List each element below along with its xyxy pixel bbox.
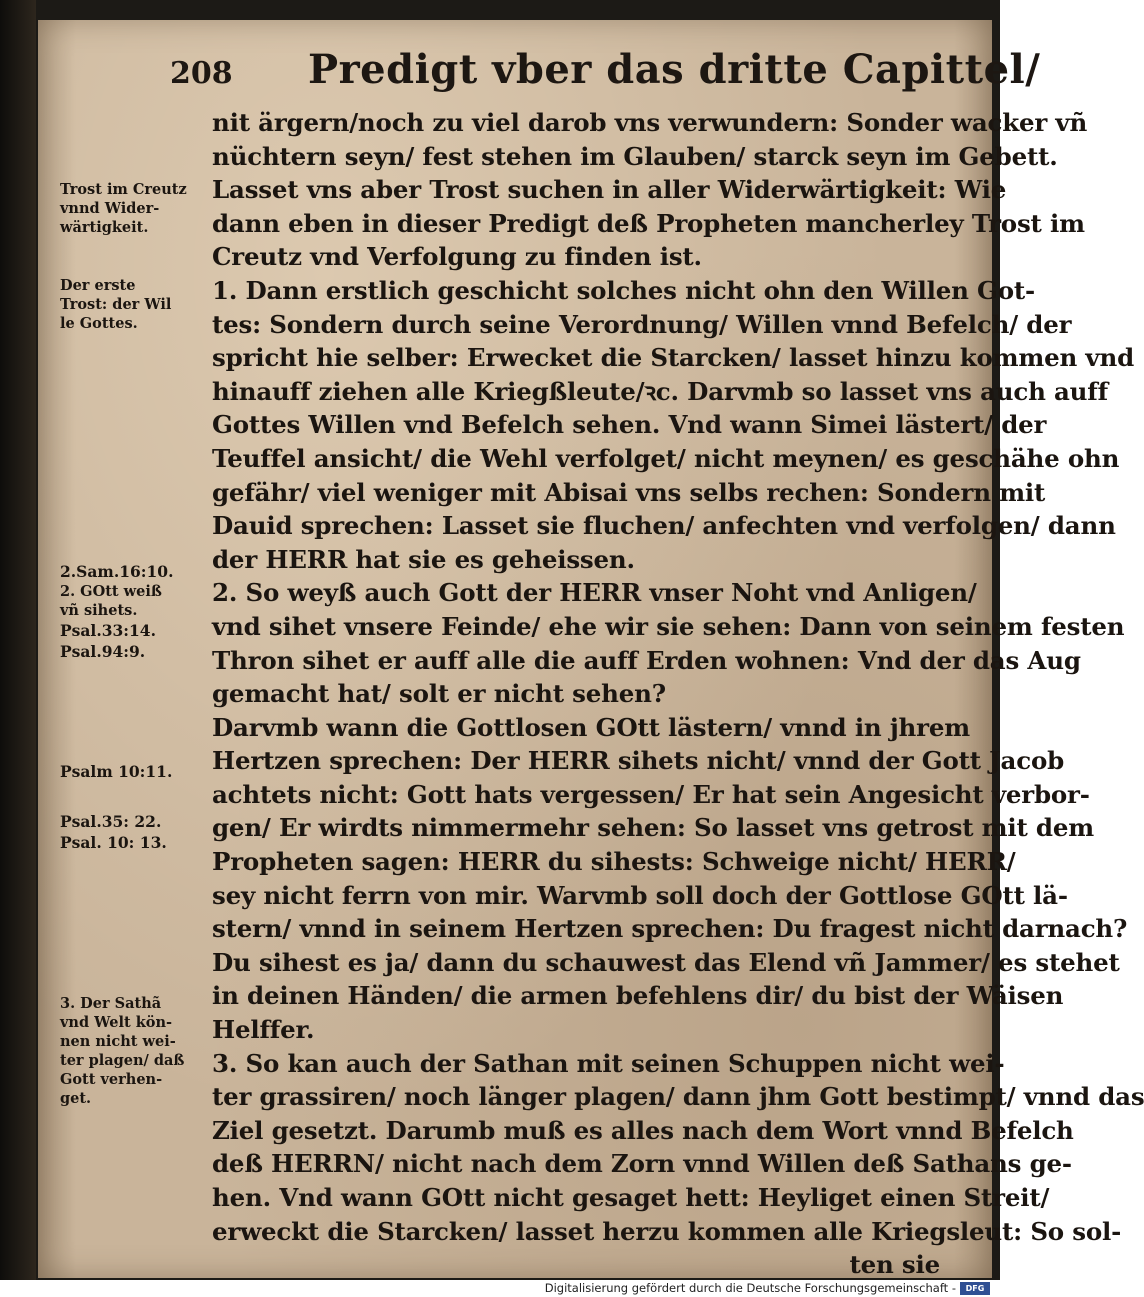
text-line: Helffer.	[212, 1015, 315, 1045]
text-line: ter grassiren/ noch länger plagen/ dann jhm Gott bestimpt/ vnnd das	[212, 1082, 1144, 1112]
text-line: hinauff ziehen alle Kriegßleute/ꝛc. Darvmb so lasset vns auch auff	[212, 376, 1108, 406]
text-line: spricht hie selber: Erwecket die Starcken/ lasset hinzu kommen vnd	[212, 343, 1135, 373]
text-line: nüchtern seyn/ fest stehen im Glauben/ starck seyn im Gebett.	[212, 141, 1058, 171]
book-binding-shadow	[0, 0, 36, 1280]
footer-bar	[0, 1280, 1000, 1297]
margin-note-psalm-10	[60, 761, 210, 782]
page-number: 208	[170, 56, 233, 91]
text-line: Thron sihet er auff alle die auff Erden wohnen: Vnd der das Aug	[212, 645, 1081, 675]
margin-line: wärtigkeit.	[60, 219, 149, 236]
margin-line: Psal.94:9.	[60, 642, 146, 661]
margin-line: Psal.35: 22.	[60, 812, 162, 831]
text-line: Du sihest es ja/ dann du schauwest das Elend vñ Jammer/ es stehet	[212, 947, 1120, 977]
margin-line: get.	[60, 1090, 92, 1107]
text-line: dann eben in dieser Predigt deß Propheten mancherley Trost im	[212, 208, 1085, 238]
text-line: Gottes Willen vnd Befelch sehen. Vnd wann Simei lästert/ der	[212, 410, 1047, 440]
margin-line: Trost im Creutz	[60, 181, 187, 198]
running-title: Predigt vber das dritte Capittel/	[308, 46, 1041, 93]
text-line: Darvmb wann die Gottlosen GOtt lästern/ vnnd in jhrem	[212, 712, 970, 742]
text-line: hen. Vnd wann GOtt nicht gesaget hett: Heyliget einen Streit/	[212, 1183, 1050, 1212]
text-line: gefähr/ viel weniger mit Abisai vns selbs rechen: Sondern mit	[212, 477, 1046, 507]
margin-note-erste-trost	[60, 276, 210, 333]
text-line: ten sie	[849, 1250, 940, 1280]
text-line: stern/ vnnd in seinem Hertzen sprechen: Du fragest nicht darnach?	[212, 914, 1128, 944]
text-line: nit ärgern/noch zu viel darob vns verwundern: Sonder wacker vñ	[212, 108, 1088, 137]
margin-line: Gott verhen-	[60, 1071, 163, 1088]
text-line: Hertzen sprechen: Der HERR sihets nicht/ vnnd der Gott Jacob	[212, 746, 1065, 776]
main-text-block	[212, 106, 1144, 1282]
text-line: sey nicht ferrn von mir. Warvmb soll doch der Gottlose GOtt lä-	[212, 880, 1068, 910]
text-line: Ziel gesetzt. Darumb muß es alles nach dem Wort vnnd Befelch	[212, 1115, 1074, 1145]
text-line: vnd sihet vnsere Feinde/ ehe wir sie sehen: Dann von seinem festen	[212, 611, 1125, 641]
margin-line: Psalm 10:11.	[60, 762, 173, 781]
text-line: achtets nicht: Gott hats vergessen/ Er hat sein Angesicht verbor-	[212, 779, 1090, 809]
text-line: erweckt die Starcken/ lasset herzu kommen alle Kriegsleut: So sol-	[212, 1216, 1122, 1246]
margin-line: Trost: der Wil	[60, 296, 172, 313]
text-line: deß HERRN/ nicht nach dem Zorn vnnd Willen deß Sathans ge-	[212, 1149, 1072, 1179]
text-line: Lasset vns aber Trost suchen in aller Widerwärtigkeit: Wie	[212, 175, 1007, 205]
margin-line: ter plagen/ daß	[60, 1052, 185, 1069]
margin-line: vnd Welt kön-	[60, 1014, 173, 1031]
text-line: Teuffel ansicht/ die Wehl verfolget/ nicht meynen/ es geschähe ohn	[212, 443, 1120, 473]
margin-note-references-1	[60, 561, 210, 662]
text-line: 2. So weyß auch Gott der HERR vnser Noht vnd Anligen/	[212, 578, 977, 608]
margin-line: 3. Der Sathã	[60, 995, 162, 1012]
margin-note-sathan	[60, 994, 210, 1108]
text-line: 3. So kan auch der Sathan mit seinen Schuppen nicht wei-	[212, 1048, 1005, 1078]
text-line: 1. Dann erstlich geschicht solches nicht ohn den Willen Got-	[212, 275, 1036, 305]
margin-line: Der erste	[60, 277, 136, 294]
margin-line: Psal. 10: 13.	[60, 833, 167, 852]
margin-line: nen nicht wei-	[60, 1033, 176, 1050]
text-line: Creutz vnd Verfolgung zu finden ist.	[212, 242, 702, 272]
margin-line: 2. GOtt weiß	[60, 583, 162, 600]
text-line: gen/ Er wirdts nimmermehr sehen: So lasset vns getrost mit dem	[212, 813, 1094, 843]
margin-line: vnnd Wider-	[60, 200, 160, 217]
margin-line: Psal.33:14.	[60, 621, 156, 640]
margin-line: vñ sihets.	[60, 602, 138, 619]
margin-line: le Gottes.	[60, 315, 138, 332]
margin-note-trost	[60, 180, 210, 237]
text-line: gemacht hat/ solt er nicht sehen?	[212, 679, 666, 709]
margin-note-references-2	[60, 811, 210, 853]
text-line: tes: Sondern durch seine Verordnung/ Willen vnnd Befelch/ der	[212, 309, 1072, 339]
margin-line: 2.Sam.16:10.	[60, 562, 174, 581]
dfg-logo: DFG	[960, 1282, 990, 1295]
funding-notice: Digitalisierung gefördert durch die Deutsche Forschungsgemeinschaft -	[544, 1281, 956, 1295]
text-line: in deinen Händen/ die armen befehlens dir/ du bist der Wäisen	[212, 981, 1064, 1011]
text-line: der HERR hat sie es geheissen.	[212, 544, 635, 574]
text-line: Dauid sprechen: Lasset sie fluchen/ anfechten vnd verfolgen/ dann	[212, 511, 1116, 541]
page-header	[170, 40, 1041, 98]
text-line: Propheten sagen: HERR du sihests: Schweige nicht/ HERR/	[212, 847, 1016, 877]
